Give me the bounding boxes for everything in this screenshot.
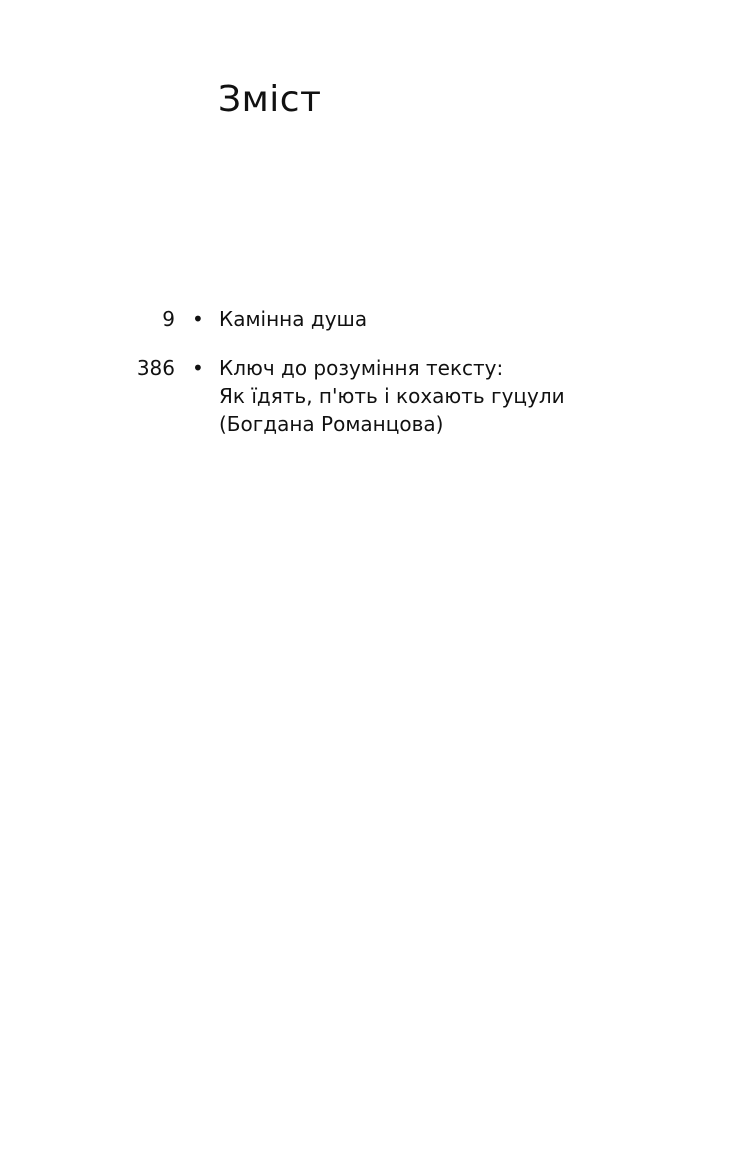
toc-entry-title <box>219 305 750 333</box>
toc-page-number: 386 <box>136 356 175 380</box>
toc-entry-title-line: Камінна душа <box>219 307 368 331</box>
toc-entry-klyuch[interactable] <box>0 354 750 438</box>
toc-entry-title-line: (Богдана Романцова) <box>219 412 444 436</box>
bullet-icon: • <box>192 356 204 380</box>
toc-entry-title <box>219 354 750 438</box>
toc-page-number: 9 <box>162 307 175 331</box>
bullet-icon: • <box>192 307 204 331</box>
toc-entry-kaminna-dusha[interactable] <box>0 305 750 333</box>
toc-entry-title-line: Як їдять, п'ють і кохають гуцули <box>219 384 565 408</box>
page-title: Зміст <box>218 79 322 120</box>
toc-entry-title-line: Ключ до розуміння тексту: <box>219 356 504 380</box>
table-of-contents <box>0 305 750 459</box>
